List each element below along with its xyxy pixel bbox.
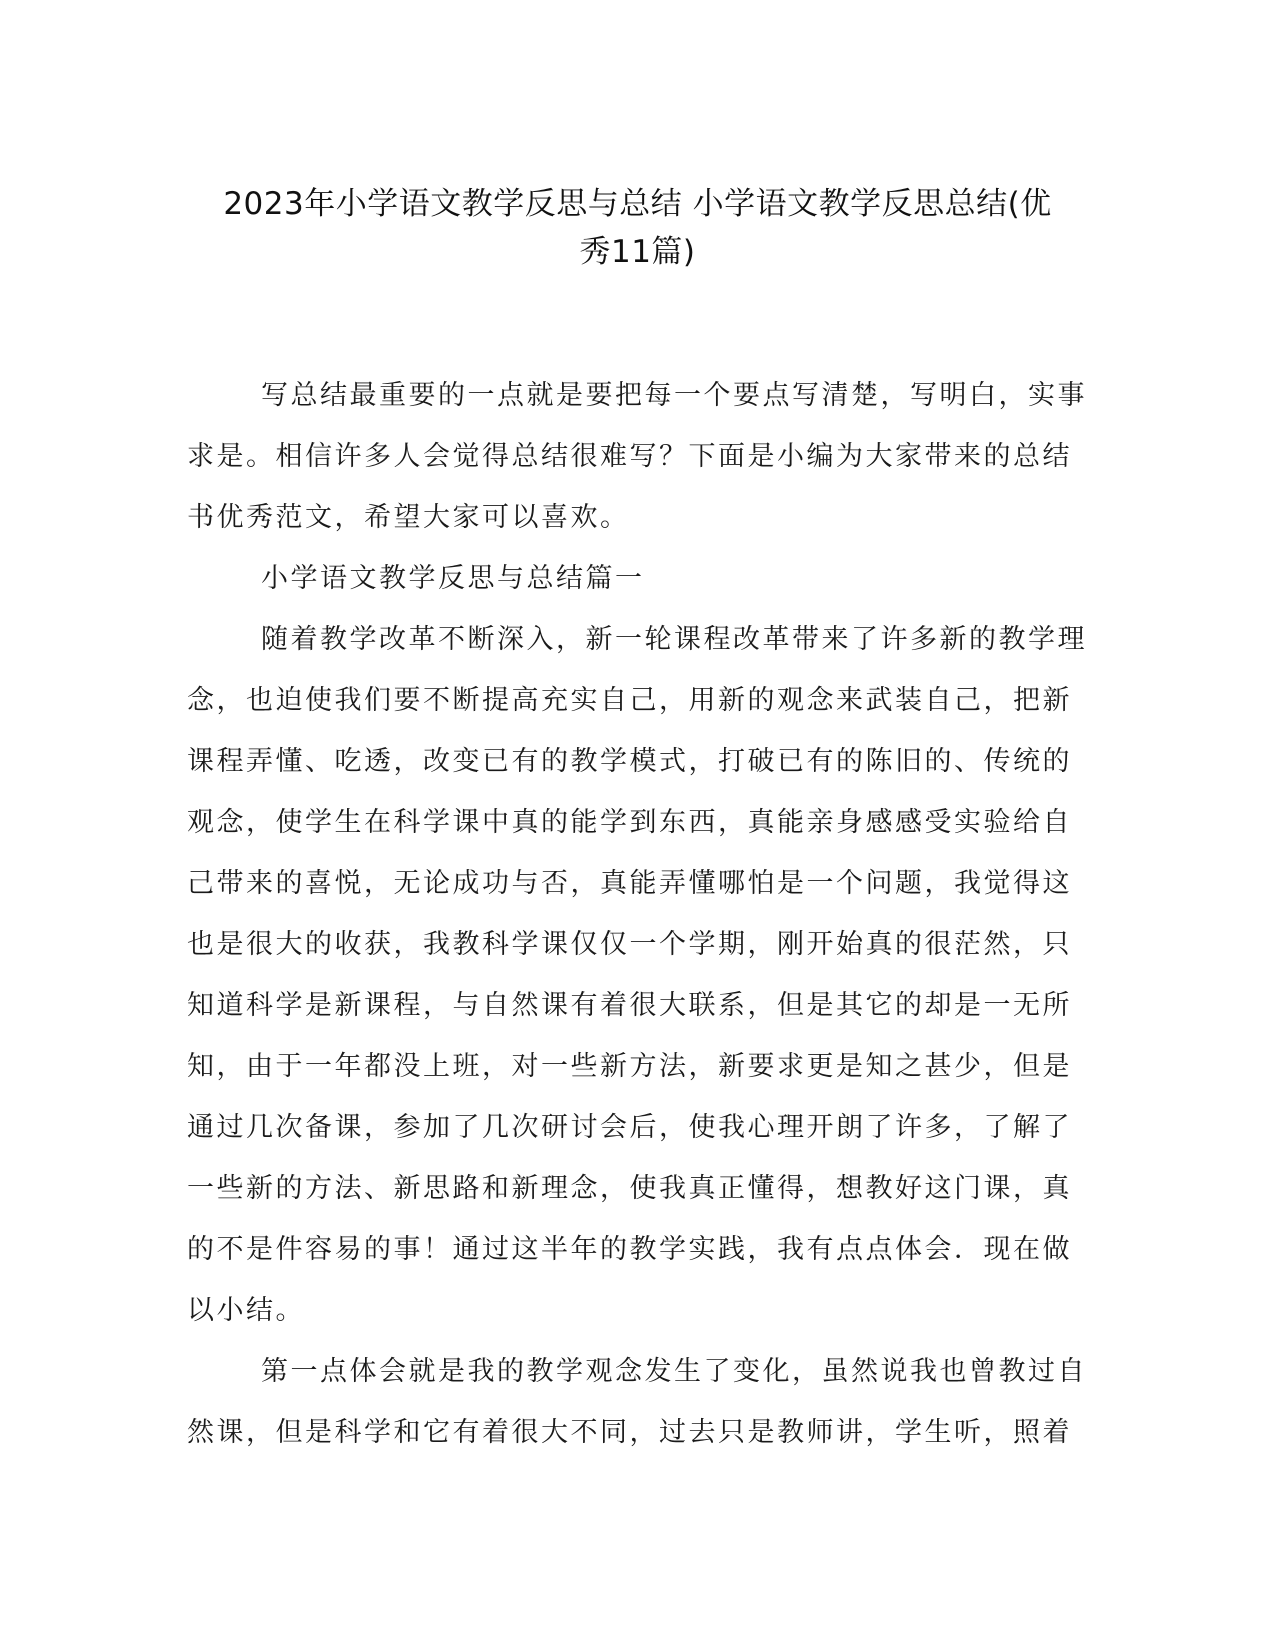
paragraph-line: 一些新的方法、新思路和新理念，使我真正懂得，想教好这门课，真 [187,1173,1072,1204]
title-line-1: 2023年小学语文教学反思与总结 小学语文教学反思总结(优 [223,186,1052,222]
paragraph-line: 也是很大的收获，我教科学课仅仅一个学期，刚开始真的很茫然，只 [187,929,1072,960]
paragraph-line: 以小结。 [187,1295,305,1326]
paragraph-line: 观念，使学生在科学课中真的能学到东西，真能亲身感感受实验给自 [187,807,1072,838]
paragraph-line: 的不是件容易的事！通过这半年的教学实践，我有点点体会．现在做 [187,1234,1072,1265]
paragraph-line: 书优秀范文，希望大家可以喜欢。 [187,502,630,533]
paragraph-line: 课程弄懂、吃透，改变已有的教学模式，打破已有的陈旧的、传统的 [187,746,1072,777]
paragraph-line: 然课，但是科学和它有着很大不同，过去只是教师讲，学生听，照着 [187,1417,1072,1448]
document-body [187,365,1087,1463]
paragraph-line: 念，也迫使我们要不断提高充实自己，用新的观念来武装自己，把新 [187,685,1072,716]
paragraph-line: 求是。相信许多人会觉得总结很难写？下面是小编为大家带来的总结 [187,441,1072,472]
paragraph-line: 随着教学改革不断深入，新一轮课程改革带来了许多新的教学理 [261,624,1087,655]
section-heading: 小学语文教学反思与总结篇一 [261,563,645,594]
paragraph-line: 知，由于一年都没上班，对一些新方法，新要求更是知之甚少，但是 [187,1051,1072,1082]
title-line-2: 秀11篇) [579,234,696,270]
paragraph-line: 己带来的喜悦，无论成功与否，真能弄懂哪怕是一个问题，我觉得这 [187,868,1072,899]
document-title [150,180,1125,276]
paragraph-line: 写总结最重要的一点就是要把每一个要点写清楚，写明白，实事 [261,380,1087,411]
paragraph-line: 第一点体会就是我的教学观念发生了变化，虽然说我也曾教过自 [261,1356,1087,1387]
paragraph-line: 通过几次备课，参加了几次研讨会后，使我心理开朗了许多，了解了 [187,1112,1072,1143]
paragraph-line: 知道科学是新课程，与自然课有着很大联系，但是其它的却是一无所 [187,990,1072,1021]
